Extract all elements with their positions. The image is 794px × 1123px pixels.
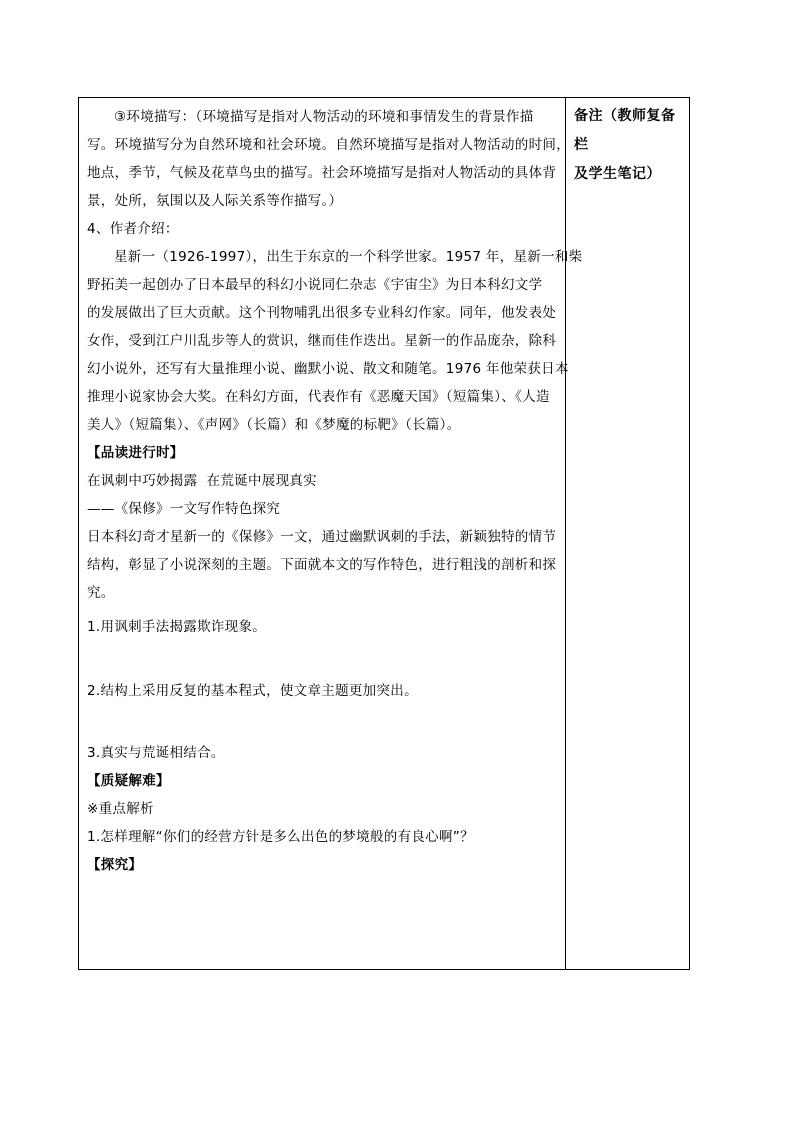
reading-heading: 【品读进行时】 <box>87 445 184 461</box>
questions-heading: 【质疑解难】 <box>87 773 170 789</box>
env-line-2: 写。环境描写分为自然环境和社会环境。自然环境描写是指对人物活动的时间， <box>87 137 570 153</box>
author-heading: 4、作者介绍： <box>87 221 179 237</box>
reading-intro-3: 究。 <box>87 585 115 601</box>
main-content-cell <box>79 98 583 969</box>
explore-heading: 【探究】 <box>87 857 143 873</box>
question-1: 1.怎样理解“你们的经营方针是多么出色的梦境般的有良心啊”？ <box>87 829 474 845</box>
env-line-1: ③环境描写：（环境描写是指对人物活动的环境和事情发生的背景作描 <box>114 109 534 125</box>
author-line-3: 的发展做出了巨大贡献。这个刊物哺乳出很多专业科幻作家。同年，他发表处 <box>87 305 557 321</box>
reading-point-3: 3.真实与荒诞相结合。 <box>87 745 225 761</box>
author-line-7: 美人》（短篇集）、《声网》（长篇）和《梦魔的标靶》（长篇）。 <box>87 417 461 433</box>
author-line-5: 幻小说外，还写有大量推理小说、幽默小说、散文和随笔。1976 年他荣获日本 <box>87 361 569 377</box>
lesson-table <box>78 97 690 970</box>
notes-cell <box>566 98 689 969</box>
author-line-4: 女作，受到江户川乱步等人的赏识，继而佳作迭出。星新一的作品庞杂，除科 <box>87 333 557 349</box>
key-analysis-label: ※重点解析 <box>87 801 154 817</box>
reading-intro-1: 日本科幻奇才星新一的《保修》一文，通过幽默讽刺的手法，新颖独特的情节 <box>87 529 557 545</box>
author-intro <box>87 243 583 439</box>
environment-description <box>87 103 570 215</box>
reading-intro-2: 结构，彰显了小说深刻的主题。下面就本文的写作特色，进行粗浅的剖析和探 <box>87 557 557 573</box>
reading-subtitle: ——《保修》一文写作特色探究 <box>87 501 281 517</box>
author-line-6: 推理小说家协会大奖。在科幻方面，代表作有《恶魔天国》（短篇集）、《人造 <box>87 389 550 405</box>
env-line-3: 地点，季节，气候及花草鸟虫的描写。社会环境描写是指对人物活动的具体背 <box>87 165 557 181</box>
author-line-2: 野拓美一起创办了日本最早的科幻小说同仁杂志《宇宙尘》为日本科幻文学 <box>87 277 543 293</box>
reading-point-2: 2.结构上采用反复的基本程式，使文章主题更加突出。 <box>87 683 418 699</box>
notes-title-line-2: 及学生笔记） <box>574 166 661 182</box>
reading-title: 在讽刺中巧妙揭露 在荒诞中展现真实 <box>87 473 317 489</box>
author-line-1: 星新一（1926-1997），出生于东京的一个科学世家。1957 年，星新一和柴 <box>114 249 583 265</box>
env-line-4: 景，处所，氛围以及人际关系等作描写。） <box>87 193 343 209</box>
reading-point-1: 1.用讽刺手法揭露欺诈现象。 <box>87 619 267 635</box>
notes-title-line-1: 备注（教师复备栏 <box>574 108 676 153</box>
